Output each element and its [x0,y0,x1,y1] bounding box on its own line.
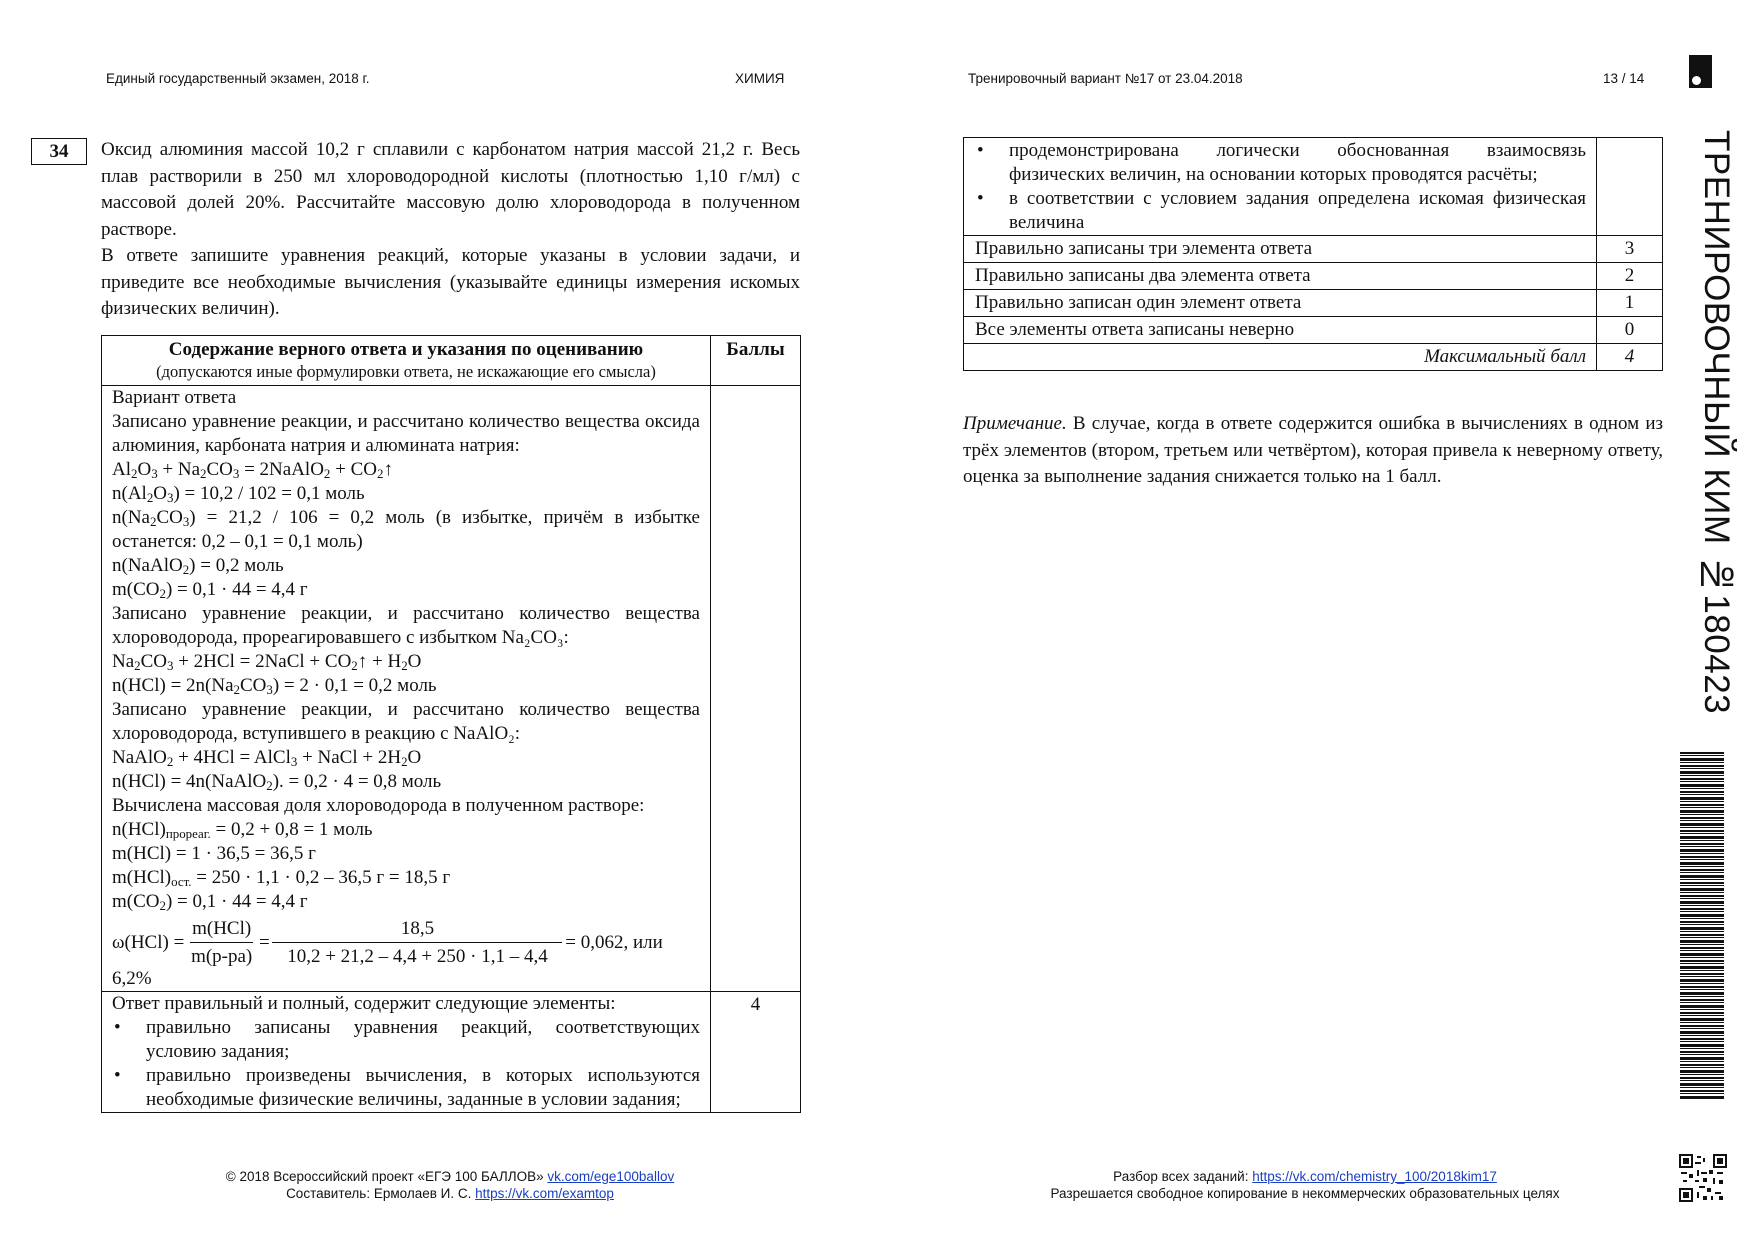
step4-desc: Вычислена массовая доля хлороводорода в полученном растворе: [112,795,645,816]
copyright-link[interactable]: vk.com/ege100ballov [547,1169,675,1184]
calc-m-co2: $m(CO_2) = 0,1 \cdot 44 = 4,4$ г [112,579,308,602]
answer-table [101,335,801,1113]
header-points: Баллы [711,336,801,386]
step3-desc: Записано уравнение реакции, и рассчитано количество вещества хлороводорода, вступившего в реакцию с NaAlO₂: [112,699,700,744]
footer-left [150,1168,750,1202]
variant-label: Вариант ответа [112,387,237,408]
score-row-text: Правильно записаны два элемента ответа [964,263,1597,290]
criteria-item-4: • в соответствии с условием задания определена искомая физическая величина [975,187,1586,235]
score-row-value: 2 [1597,263,1663,290]
footer-analysis [1000,1168,1610,1185]
task-text [101,137,800,323]
calc-m-co2-repeat: $m(CO_2) = 0,1 \cdot 44 = 4,4$ г [112,891,308,914]
note-label: Примечание. [963,413,1067,434]
criteria-list [112,1016,700,1112]
qr-code-icon [1679,1154,1727,1202]
solution-points-cell [711,386,801,992]
criteria-points: 4 [711,992,801,1113]
header-content-label: Содержание верного ответа и указания по оцениванию [168,339,644,360]
side-text: ТРЕНИРОВОЧНЫЙ КИМ №180423 [1697,130,1736,715]
analysis-text: Разбор всех заданий: [1113,1169,1249,1184]
note-text: В случае, когда в ответе содержится ошибка в вычислениях в одном из трёх элементов (втором, третьем или четвёртом), которая привела к неверному ответу, оценка за выполнение задания снижается только на 1 балл. [963,413,1664,487]
author-text: Составитель: Ермолаев И. С. [286,1186,472,1201]
criteria-intro: Ответ правильный и полный, содержит следующие элементы: [112,993,616,1014]
criteria-list-continued [975,139,1586,235]
scoring-table [963,137,1663,371]
fraction-symbolic: $\frac{\text{m(HCl)}}{m(р-ра)}$ [191,918,253,967]
score-row-text: Правильно записан один элемент ответа [964,290,1597,317]
calc-n-hcl-2: n(HCl) = 4n(NaAlO$_2$). = 0,2 · 4 = 0,8 моль [112,771,442,794]
footer-right [1000,1168,1610,1202]
task-paragraph-2: В ответе запишите уравнения реакций, которые указаны в условии задачи, и приведите все необходимые вычисления (указывайте единицы измерения искомых физических величин). [101,245,800,319]
analysis-link[interactable]: https://vk.com/chemistry_100/2018kim17 [1252,1169,1497,1184]
side-label [1696,130,1746,715]
score-row [964,263,1663,290]
criteria-continued-points [1597,138,1663,236]
equation-3: NaAlO$_2$ + 4HCl = AlCl$_3$ + NaCl + $2H_2O$ [112,747,422,770]
calc-n-hcl-1: $n(HCl) = 2n(Na_2CO_3) = 2 \cdot 0,1 = 0,2$ моль [112,675,437,698]
max-score-label: Максимальный балл [964,344,1597,371]
score-row-value: 3 [1597,236,1663,263]
excess-note: (в избытке, причём в избытке останется: 0,2 – 0,1 = 0,1 моль) [112,507,700,552]
header-page: 13 / 14 [1603,71,1645,86]
mass-fraction-formula: ω(HCl) = $\frac{\text{m(HCl)}}{m(р-ра)}$ = $\frac{18,5}{10,2 + 21,2 - 4,4 + 250 \cdot 1,1 - 4,4}$ = 0,062, или [112,916,700,971]
author-link[interactable]: https://vk.com/examtop [475,1186,614,1201]
score-row [964,290,1663,317]
score-row [964,236,1663,263]
criteria-item-1: • правильно записаны уравнения реакций, соответствующих условию задания; [112,1016,700,1064]
calc-n-hcl-total: $n(HCl)_{прореаг.} = 0,2 + 0,8 = 1$ моль [112,819,373,842]
score-row-text: Правильно записаны три элемента ответа [964,236,1597,263]
score-row [964,317,1663,344]
header-note: (допускаются иные формулировки ответа, не искажающие его смысла) [156,362,656,381]
fraction-denominator: 10,2 + 21,2 – 4,4 + 250 · 1,1 – 4,4 [287,946,548,967]
score-row-text: Все элементы ответа записаны неверно [964,317,1597,344]
max-score-value: 4 [1597,344,1663,371]
calc-n-na2co3: $n(Na_2CO_3) = 21,2 / 106 = 0,2$ моль (в избытке, причём в избытке останется: 0,2 – 0,1 = 0,1 моль) [112,507,700,552]
header-subject: ХИМИЯ [735,71,785,86]
calc-m-hcl-rest: $m(HCl)_{ост.} = 250 \cdot 1,1 \cdot 0,2 - 36,5$ г = 18,5 г [112,867,451,890]
footer-copyright [150,1168,750,1185]
fraction-result: = 0,062, или [565,931,663,953]
max-score-row [964,344,1663,371]
final-percent: 6,2% [112,968,152,989]
criteria-cell [102,992,711,1113]
equation-2: $Na_2CO_3 + 2HCl$ = 2NaCl + $CO_2↑ + H_2O$ [112,651,422,674]
criteria-continued-cell [964,138,1597,236]
note [963,411,1663,491]
header-exam: Единый государственный экзамен, 2018 г. [106,71,370,86]
fraction-numerator: 18,5 [272,916,562,943]
footer-author [150,1185,750,1202]
step2-desc: Записано уравнение реакции, и рассчитано количество вещества хлороводорода, прореагировавшего с избытком Na₂CO₃: [112,603,700,648]
score-row-value: 0 [1597,317,1663,344]
corner-marker [1689,55,1712,88]
criteria-item-3: • продемонстрирована логически обоснованная взаимосвязь физических величин, на основании которых проводятся расчёты; [975,139,1586,187]
criteria-item-2: • правильно произведены вычисления, в которых используются необходимые физические величины, заданные в условии задания; [112,1064,700,1112]
step1-desc: Записано уравнение реакции, и рассчитано количество вещества оксида алюминия, карбоната натрия и алюмината натрия: [112,411,700,456]
task-paragraph-1: Оксид алюминия массой 10,2 г сплавили с карбонатом натрия массой 21,2 г. Весь плав растворили в 250 мл хлороводородной кислоты (плотностью 1,10 г/мл) с массовой долей 20%. Рассчитайте массовую долю хлороводорода в полученном растворе. [101,139,800,240]
solution-cell [102,386,711,992]
copyright-text: © 2018 Всероссийский проект «ЕГЭ 100 БАЛЛОВ» [225,1169,544,1184]
barcode-icon [1680,752,1724,1100]
fraction-numeric [274,916,560,971]
calc-m-hcl: m(HCl) = 1 · 36,5 = 36,5 г [112,843,316,864]
footer-license: Разрешается свободное копирование в некоммерческих образовательных целях [1050,1186,1560,1201]
calc-n-naalo2: n(NaAlO$_2$) = 0,2 моль [112,555,284,578]
equation-1: $Al_2O_3 + Na_2CO_3$ = 2NaAlO$_2$ + $CO_2↑$ [112,459,393,482]
answer-table-header [102,336,711,386]
calc-n-al2o3: $n(Al_2O_3) = 10,2 / 102 = 0,1$ моль [112,483,365,506]
header-variant: Тренировочный вариант №17 от 23.04.2018 [968,71,1243,86]
task-number: 34 [31,138,87,165]
score-row-value: 1 [1597,290,1663,317]
